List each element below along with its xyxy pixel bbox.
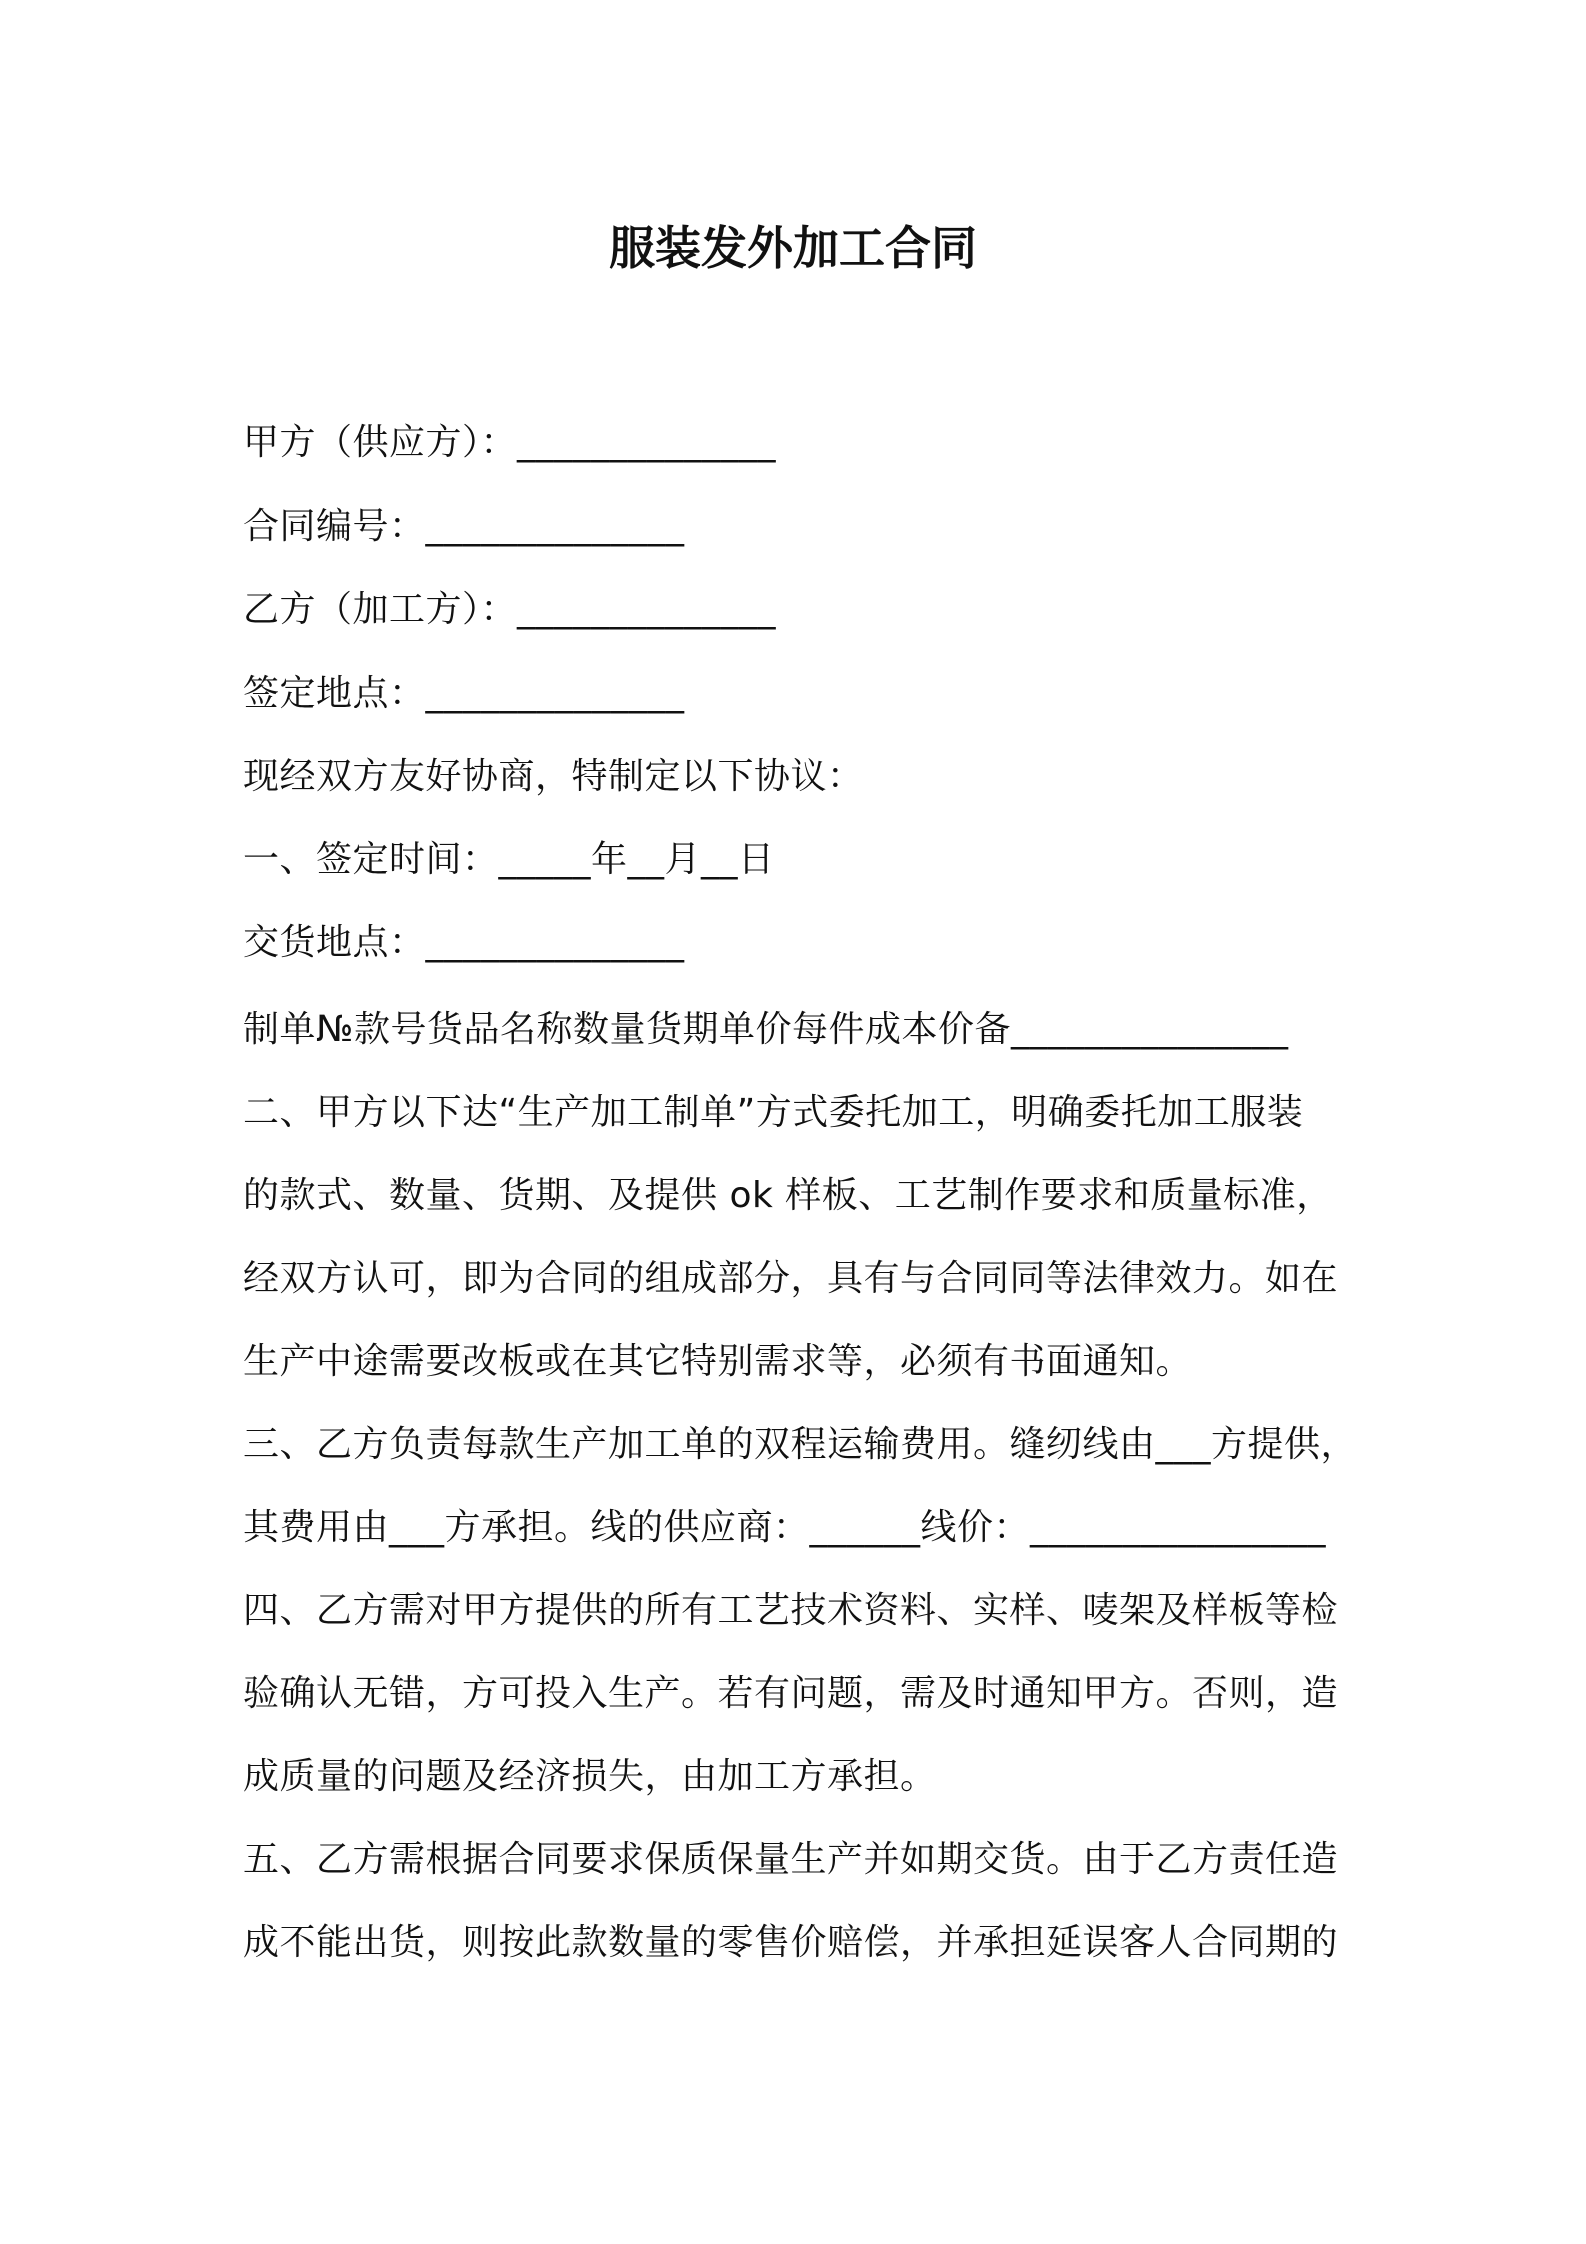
clause-4-line-1: 四、乙方需对甲方提供的所有工艺技术资料、实样、唛架及样板等检 bbox=[243, 1590, 1339, 1631]
clause-2-line-4: 生产中途需要改板或在其它特别需求等，必须有书面通知。 bbox=[243, 1341, 1193, 1382]
clause-4-line-2: 验确认无错，方可投入生产。若有问题，需及时通知甲方。否则，造 bbox=[243, 1673, 1339, 1714]
document-title: 服装发外加工合同 bbox=[609, 221, 977, 275]
delivery-place-line: 交货地点：______________ bbox=[243, 922, 685, 963]
party-a-line: 甲方（供应方）：______________ bbox=[243, 422, 777, 463]
signing-place-line: 签定地点：______________ bbox=[243, 673, 685, 714]
clause-5-line-2: 成不能出货，则按此款数量的零售价赔偿，并承担延误客人合同期的 bbox=[243, 1922, 1339, 1963]
clause-4-line-3: 成质量的问题及经济损失，由加工方承担。 bbox=[243, 1756, 937, 1797]
clause-3-line-1: 三、乙方负责每款生产加工单的双程运输费用。缝纫线由___方提供， bbox=[243, 1424, 1358, 1465]
clause-2-line-3: 经双方认可，即为合同的组成部分，具有与合同同等法律效力。如在 bbox=[243, 1258, 1339, 1299]
contract-number-line: 合同编号：______________ bbox=[243, 506, 685, 547]
clause-3-line-2: 其费用由___方承担。线的供应商：______线价：________________ bbox=[243, 1507, 1327, 1548]
clause-2-line-2: 的款式、数量、货期、及提供 ok 样板、工艺制作要求和质量标准， bbox=[243, 1175, 1333, 1216]
clause-2-line-1: 二、甲方以下达“生产加工制单”方式委托加工，明确委托加工服装 bbox=[243, 1092, 1304, 1133]
party-b-line: 乙方（加工方）：______________ bbox=[243, 589, 777, 630]
order-header-line: 制单№款号货品名称数量货期单价每件成本价备_______________ bbox=[243, 1009, 1289, 1050]
clause-5-line-1: 五、乙方需根据合同要求保质保量生产并如期交货。由于乙方责任造 bbox=[243, 1839, 1339, 1880]
clause-1-signing-date: 一、签定时间：_____年__月__日 bbox=[243, 839, 775, 880]
preamble-line: 现经双方友好协商，特制定以下协议： bbox=[243, 756, 864, 797]
